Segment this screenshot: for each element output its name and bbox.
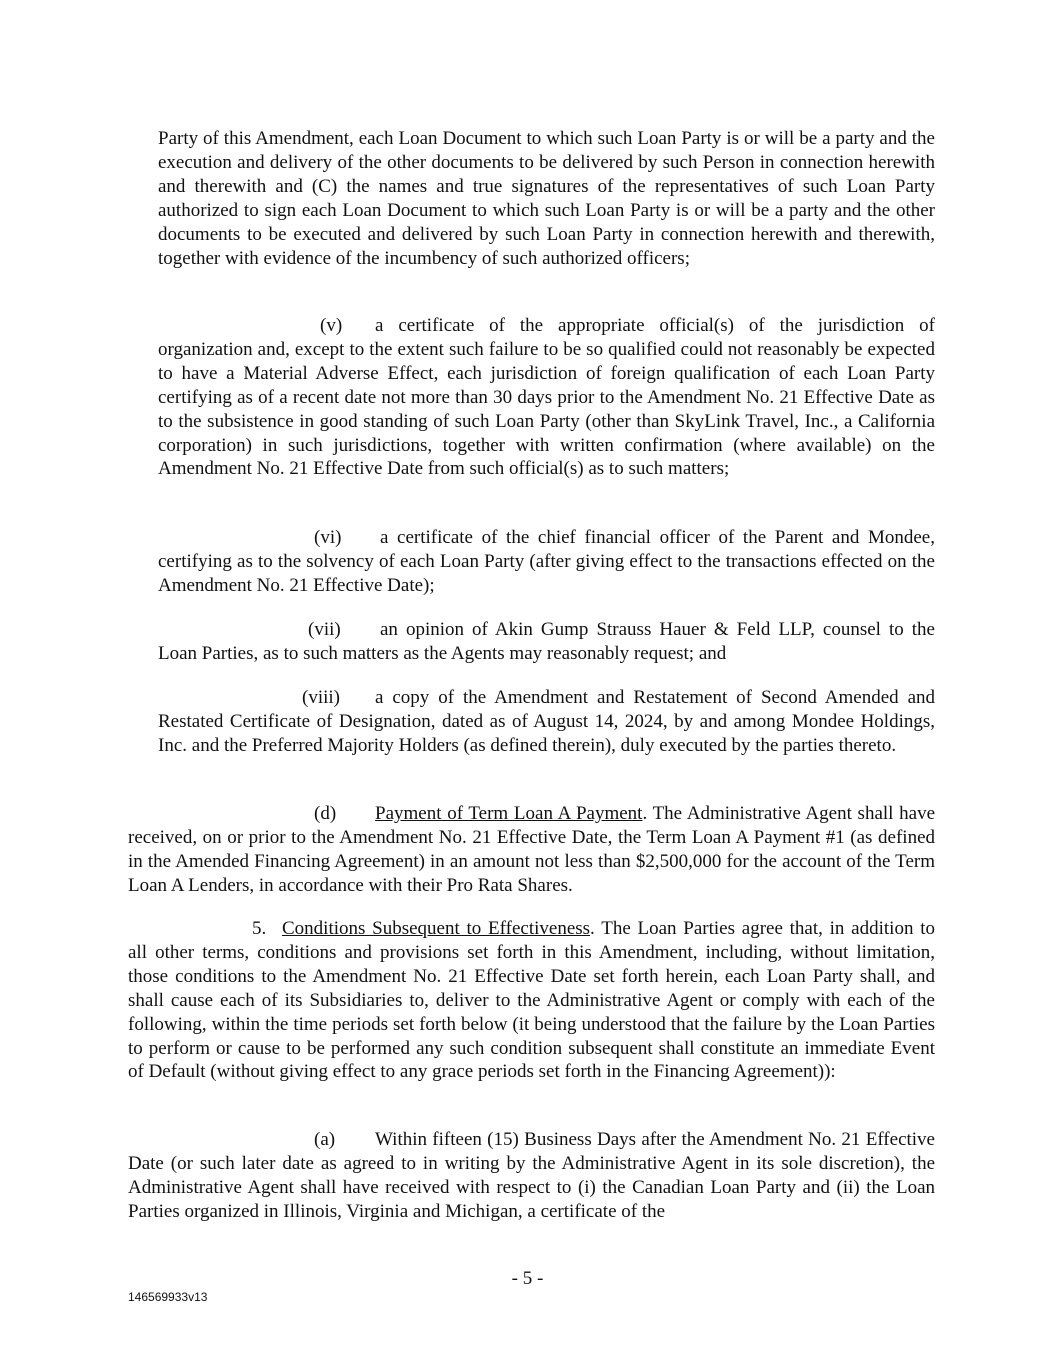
clause-label: (vii) [308,619,341,640]
paragraph-continuation [158,127,935,270]
paragraph-vi [158,526,935,598]
paragraph-text: Party of this Amendment, each Loan Document to which such Loan Party is or will be a party and the execution and delivery of the other documents to be delivered by such Person in connection herewith and therewith and (C) the names and true signatures of the representatives of such Loan Party authorized to sign each Loan Document to which such Loan Party is or will be a party and the other documents to be executed and delivered by such Loan Party in connection herewith and therewith, together with evidence of the incumbency of such authorized officers; [158,128,935,269]
section-number: 5. [252,918,267,939]
clause-label: (v) [320,315,343,336]
page-number: - 5 - [511,1268,544,1289]
paragraph-text: an opinion of Akin Gump Strauss Hauer & Feld LLP, counsel to the Loan Parties, as to such matters as the Agents may reasonably request; and [158,619,935,664]
document-id: 146569933v13 [128,1290,208,1304]
section-heading: Conditions Subsequent to Effectiveness [282,918,591,939]
paragraph-text: . The Administrative Agent shall have received, on or prior to the Amendment No. 21 Effective Date, the Term Loan A Payment #1 (as defined in the Amended Financing Agreement) in an amount not less than $2,500,000 for the account of the Term Loan A Lenders, in accordance with their Pro Rata Shares. [128,803,935,896]
paragraph-a [128,1128,935,1224]
paragraph-vii [158,618,935,666]
clause-label: (vi) [314,527,342,548]
paragraph-text: a copy of the Amendment and Restatement of Second Amended and Restated Certificate of Designation, dated as of August 14, 2024, by and among Mondee Holdings, Inc. and the Preferred Majority Holders (as defined therein), duly executed by the parties thereto. [158,687,935,756]
paragraph-text: Within fifteen (15) Business Days after the Amendment No. 21 Effective Date (or such later date as agreed to in writing by the Administrative Agent in its sole discretion), the Administrative Agent shall have received with respect to (i) the Canadian Loan Party and (ii) the Loan Parties organized in Illinois, Virginia and Michigan, a certificate of the [128,1129,935,1222]
paragraph-text: a certificate of the chief financial officer of the Parent and Mondee, certifying as to the solvency of each Loan Party (after giving effect to the transactions effected on the Amendment No. 21 Effective Date); [158,527,935,596]
paragraph-v [158,314,935,481]
clause-label: (a) [314,1129,336,1150]
paragraph-viii [158,686,935,758]
paragraph-text: a certificate of the appropriate official(s) of the jurisdiction of organization and, except to the extent such failure to be so qualified could not reasonably be expected to have a Material Adverse Effect, each jurisdiction of foreign qualification of each Loan Party certifying as of a recent date not more than 30 days prior to the Amendment No. 21 Effective Date as to the subsistence in good standing of such Loan Party (other than SkyLink Travel, Inc., a California corporation) in such jurisdictions, together with written confirmation (where available) on the Amendment No. 21 Effective Date from such official(s) as to such matters; [158,315,935,480]
paragraph-d [128,802,935,898]
section-5 [128,917,935,1084]
clause-label: (d) [314,803,337,824]
paragraph-text: . The Loan Parties agree that, in addition to all other terms, conditions and provisions set forth in this Amendment, including, without limitation, those conditions to the Amendment No. 21 Effective Date set forth herein, each Loan Party shall, and shall cause each of its Subsidiaries to, deliver to the Administrative Agent or comply with each of the following, within the time periods set forth below (it being understood that the failure by the Loan Parties to perform or cause to be performed any such condition subsequent shall constitute an immediate Event of Default (without giving effect to any grace periods set forth in the Financing Agreement)): [128,918,935,1083]
clause-label: (viii) [302,687,340,708]
clause-heading: Payment of Term Loan A Payment [375,803,643,824]
